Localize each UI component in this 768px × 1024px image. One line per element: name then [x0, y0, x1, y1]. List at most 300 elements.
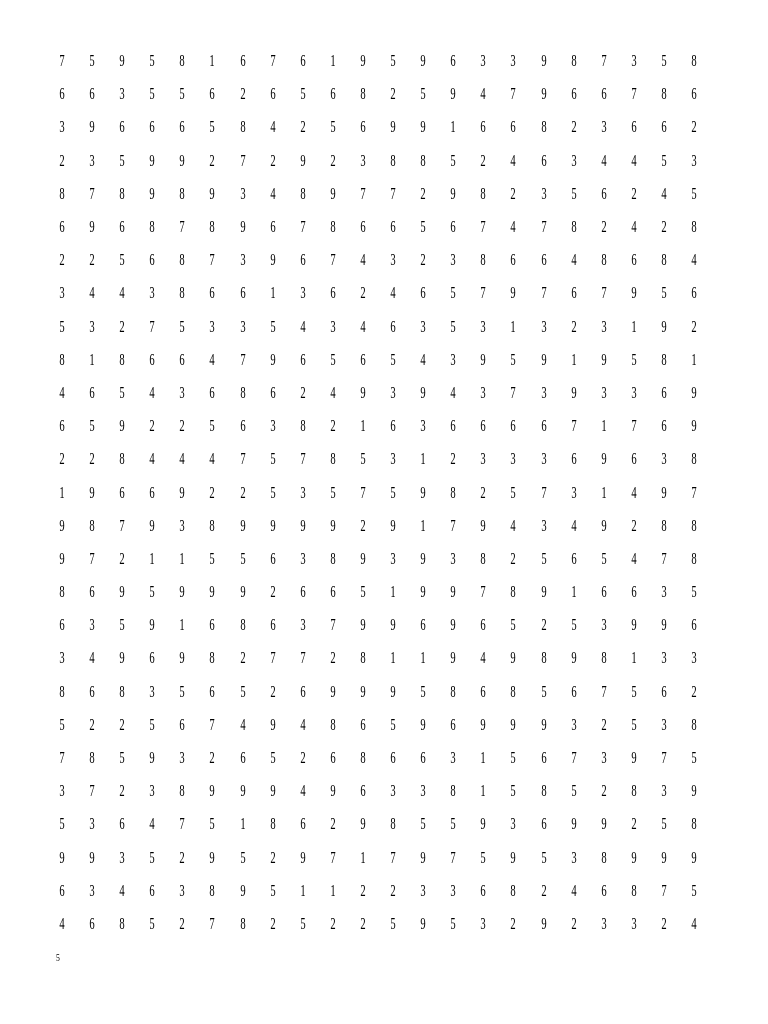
grid-cell: 6 [59, 84, 65, 104]
grid-cell: 9 [270, 714, 276, 734]
grid-cell: 9 [601, 449, 607, 469]
grid-cell: 6 [540, 814, 547, 834]
grid-cell: 9 [420, 117, 426, 137]
grid-cell: 6 [89, 382, 95, 402]
grid-cell: 3 [420, 880, 426, 900]
grid-cell: 8 [89, 748, 95, 768]
grid-cell: 6 [300, 349, 306, 369]
grid-cell: 9 [149, 150, 155, 170]
grid-cell: 5 [119, 250, 125, 270]
grid-cell: 2 [510, 913, 517, 933]
grid-cell: 9 [89, 847, 95, 867]
grid-cell: 3 [59, 117, 65, 137]
grid-cell: 7 [571, 416, 577, 436]
grid-row [47, 210, 707, 243]
grid-cell: 9 [300, 847, 306, 867]
grid-row [47, 475, 707, 508]
grid-cell: 6 [631, 449, 637, 469]
grid-cell: 6 [480, 880, 486, 900]
grid-cell: 9 [510, 714, 517, 734]
grid-cell: 2 [179, 847, 186, 867]
grid-cell: 8 [149, 217, 155, 237]
grid-cell: 5 [480, 847, 486, 867]
grid-cell: 3 [300, 482, 306, 502]
grid-cell: 3 [601, 913, 607, 933]
grid-cell: 6 [450, 714, 456, 734]
grid-cell: 3 [300, 283, 306, 303]
grid-cell: 5 [540, 847, 547, 867]
grid-cell: 8 [270, 814, 276, 834]
grid-cell: 6 [571, 449, 577, 469]
grid-cell: 6 [149, 482, 155, 502]
grid-cell: 6 [179, 349, 186, 369]
grid-cell: 5 [119, 150, 125, 170]
grid-cell: 3 [149, 283, 155, 303]
grid-cell: 8 [510, 681, 517, 701]
grid-cell: 1 [330, 51, 336, 71]
grid-cell: 7 [601, 51, 607, 71]
grid-cell: 5 [691, 183, 697, 203]
grid-cell: 5 [119, 382, 125, 402]
grid-cell: 9 [209, 847, 216, 867]
grid-cell: 1 [571, 349, 577, 369]
grid-cell: 8 [59, 582, 65, 602]
grid-cell: 9 [661, 847, 667, 867]
grid-cell: 6 [450, 416, 456, 436]
grid-cell: 6 [209, 615, 216, 635]
grid-cell: 3 [480, 382, 486, 402]
grid-cell: 5 [631, 349, 637, 369]
grid-row [47, 774, 707, 807]
grid-cell: 9 [300, 515, 306, 535]
grid-cell: 8 [691, 814, 697, 834]
grid-cell: 5 [149, 84, 155, 104]
grid-cell: 4 [510, 515, 517, 535]
grid-cell: 6 [450, 51, 456, 71]
grid-cell: 2 [691, 681, 697, 701]
grid-cell: 8 [510, 582, 517, 602]
grid-cell: 7 [239, 349, 246, 369]
grid-cell: 3 [390, 781, 396, 801]
grid-cell: 3 [149, 781, 155, 801]
grid-cell: 8 [691, 515, 697, 535]
grid-cell: 5 [360, 582, 366, 602]
grid-cell: 2 [601, 217, 607, 237]
grid-cell: 7 [209, 913, 216, 933]
grid-cell: 3 [510, 814, 517, 834]
grid-cell: 7 [89, 183, 95, 203]
grid-cell: 8 [59, 349, 65, 369]
grid-cell: 6 [420, 615, 426, 635]
grid-cell: 4 [89, 283, 95, 303]
grid-cell: 9 [390, 515, 396, 535]
grid-cell: 5 [450, 150, 456, 170]
grid-cell: 6 [59, 880, 65, 900]
grid-cell: 6 [119, 117, 125, 137]
grid-cell: 9 [420, 582, 426, 602]
grid-cell: 6 [209, 681, 216, 701]
grid-cell: 9 [420, 51, 426, 71]
grid-cell: 9 [360, 382, 366, 402]
grid-cell: 1 [239, 814, 246, 834]
grid-cell: 6 [89, 582, 95, 602]
grid-cell: 3 [450, 880, 456, 900]
grid-row [47, 741, 707, 774]
grid-cell: 5 [270, 449, 276, 469]
grid-cell: 6 [420, 748, 426, 768]
grid-cell: 3 [300, 548, 306, 568]
grid-cell: 3 [450, 250, 456, 270]
grid-cell: 8 [330, 548, 336, 568]
grid-cell: 6 [179, 117, 186, 137]
grid-cell: 8 [601, 250, 607, 270]
grid-cell: 6 [540, 416, 547, 436]
grid-cell: 3 [59, 648, 65, 668]
grid-cell: 9 [89, 117, 95, 137]
grid-cell: 3 [571, 150, 577, 170]
grid-cell: 3 [661, 781, 667, 801]
grid-cell: 2 [571, 117, 577, 137]
grid-cell: 1 [420, 648, 426, 668]
grid-row [47, 442, 707, 475]
grid-cell: 3 [270, 416, 276, 436]
grid-cell: 5 [631, 714, 637, 734]
grid-cell: 7 [209, 250, 216, 270]
grid-row [47, 675, 707, 708]
grid-cell: 6 [540, 250, 547, 270]
grid-cell: 9 [450, 582, 456, 602]
grid-cell: 8 [239, 913, 246, 933]
grid-cell: 9 [209, 582, 216, 602]
grid-cell: 2 [209, 482, 216, 502]
grid-row [47, 608, 707, 641]
grid-cell: 1 [691, 349, 697, 369]
grid-cell: 6 [59, 217, 65, 237]
grid-cell: 3 [540, 316, 547, 336]
grid-cell: 5 [270, 880, 276, 900]
grid-cell: 4 [480, 84, 486, 104]
grid-cell: 8 [480, 548, 486, 568]
grid-cell: 8 [691, 449, 697, 469]
grid-cell: 3 [179, 748, 186, 768]
grid-cell: 6 [300, 250, 306, 270]
grid-cell: 8 [209, 648, 216, 668]
grid-cell: 5 [450, 316, 456, 336]
grid-cell: 7 [540, 482, 547, 502]
grid-cell: 9 [540, 84, 547, 104]
grid-cell: 5 [360, 449, 366, 469]
grid-cell: 2 [420, 250, 426, 270]
grid-cell: 7 [390, 847, 396, 867]
grid-cell: 4 [390, 283, 396, 303]
grid-cell: 5 [450, 283, 456, 303]
grid-cell: 2 [510, 183, 517, 203]
grid-cell: 2 [390, 84, 396, 104]
grid-cell: 1 [571, 582, 577, 602]
grid-cell: 6 [179, 714, 186, 734]
grid-cell: 9 [661, 615, 667, 635]
grid-cell: 5 [119, 615, 125, 635]
grid-cell: 9 [179, 582, 186, 602]
grid-cell: 2 [330, 150, 336, 170]
grid-cell: 9 [450, 183, 456, 203]
grid-cell: 2 [390, 880, 396, 900]
grid-cell: 9 [420, 382, 426, 402]
grid-cell: 5 [209, 814, 216, 834]
grid-cell: 6 [691, 615, 697, 635]
grid-cell: 1 [330, 880, 336, 900]
grid-cell: 8 [119, 349, 125, 369]
grid-cell: 1 [480, 748, 486, 768]
grid-row [47, 177, 707, 210]
grid-cell: 9 [89, 482, 95, 502]
grid-cell: 9 [119, 51, 125, 71]
grid-cell: 6 [270, 615, 276, 635]
grid-cell: 6 [300, 51, 306, 71]
grid-cell: 3 [631, 382, 637, 402]
grid-cell: 9 [661, 482, 667, 502]
grid-cell: 6 [300, 582, 306, 602]
grid-cell: 4 [89, 648, 95, 668]
grid-cell: 3 [179, 382, 186, 402]
grid-cell: 5 [661, 283, 667, 303]
grid-cell: 4 [209, 349, 216, 369]
grid-cell: 1 [89, 349, 95, 369]
grid-cell: 5 [149, 51, 155, 71]
grid-cell: 8 [571, 217, 577, 237]
grid-cell: 6 [300, 814, 306, 834]
grid-cell: 6 [601, 84, 607, 104]
grid-cell: 3 [480, 51, 486, 71]
grid-cell: 9 [420, 847, 426, 867]
grid-cell: 2 [59, 150, 65, 170]
grid-cell: 6 [239, 416, 246, 436]
grid-cell: 8 [450, 681, 456, 701]
grid-cell: 6 [149, 349, 155, 369]
grid-cell: 3 [480, 449, 486, 469]
grid-cell: 3 [119, 847, 125, 867]
grid-cell: 5 [330, 117, 336, 137]
grid-cell: 9 [540, 582, 547, 602]
grid-row [47, 110, 707, 143]
grid-cell: 8 [360, 748, 366, 768]
grid-cell: 9 [390, 615, 396, 635]
grid-cell: 6 [571, 548, 577, 568]
grid-cell: 1 [390, 648, 396, 668]
grid-cell: 7 [480, 283, 486, 303]
grid-cell: 8 [390, 814, 396, 834]
grid-cell: 5 [209, 416, 216, 436]
grid-cell: 5 [390, 913, 396, 933]
grid-cell: 3 [209, 316, 216, 336]
grid-cell: 3 [89, 880, 95, 900]
grid-cell: 9 [540, 349, 547, 369]
grid-cell: 2 [571, 316, 577, 336]
grid-cell: 8 [209, 217, 216, 237]
grid-cell: 6 [691, 283, 697, 303]
grid-cell: 8 [179, 283, 186, 303]
grid-cell: 6 [270, 382, 276, 402]
grid-cell: 2 [59, 250, 65, 270]
grid-cell: 9 [420, 714, 426, 734]
grid-cell: 8 [480, 250, 486, 270]
grid-cell: 5 [390, 349, 396, 369]
grid-cell: 9 [59, 847, 65, 867]
grid-cell: 8 [360, 648, 366, 668]
grid-cell: 6 [239, 748, 246, 768]
grid-cell: 6 [540, 150, 547, 170]
grid-cell: 6 [149, 648, 155, 668]
grid-cell: 8 [510, 880, 517, 900]
grid-cell: 9 [270, 781, 276, 801]
grid-cell: 9 [360, 814, 366, 834]
grid-cell: 5 [59, 814, 65, 834]
grid-cell: 9 [119, 416, 125, 436]
grid-cell: 7 [270, 51, 276, 71]
grid-cell: 1 [631, 648, 637, 668]
grid-cell: 2 [239, 84, 246, 104]
grid-cell: 6 [571, 84, 577, 104]
grid-cell: 8 [691, 51, 697, 71]
grid-cell: 4 [510, 150, 517, 170]
grid-cell: 5 [571, 781, 577, 801]
grid-cell: 1 [480, 781, 486, 801]
grid-row [47, 44, 707, 77]
grid-row [47, 907, 707, 940]
grid-cell: 4 [209, 449, 216, 469]
grid-cell: 4 [571, 515, 577, 535]
grid-cell: 5 [119, 748, 125, 768]
grid-cell: 8 [300, 183, 306, 203]
grid-cell: 3 [661, 582, 667, 602]
grid-cell: 9 [601, 515, 607, 535]
grid-cell: 4 [631, 548, 637, 568]
grid-cell: 7 [330, 847, 336, 867]
digit-grid [47, 44, 707, 940]
grid-cell: 7 [691, 482, 697, 502]
grid-cell: 8 [59, 183, 65, 203]
grid-cell: 6 [89, 913, 95, 933]
grid-cell: 4 [510, 217, 517, 237]
grid-cell: 4 [571, 880, 577, 900]
grid-cell: 9 [420, 913, 426, 933]
grid-cell: 3 [480, 316, 486, 336]
grid-cell: 8 [330, 217, 336, 237]
grid-cell: 4 [360, 250, 366, 270]
grid-cell: 1 [270, 283, 276, 303]
grid-cell: 2 [360, 913, 366, 933]
grid-cell: 3 [540, 183, 547, 203]
grid-cell: 2 [89, 714, 95, 734]
grid-cell: 6 [390, 316, 396, 336]
grid-cell: 6 [540, 748, 547, 768]
grid-cell: 8 [119, 913, 125, 933]
grid-cell: 3 [601, 117, 607, 137]
grid-cell: 3 [179, 515, 186, 535]
grid-cell: 6 [390, 416, 396, 436]
grid-cell: 2 [450, 449, 456, 469]
grid-cell: 8 [540, 117, 547, 137]
grid-cell: 6 [330, 748, 336, 768]
grid-cell: 3 [601, 382, 607, 402]
grid-cell: 9 [420, 482, 426, 502]
grid-cell: 5 [420, 681, 426, 701]
grid-cell: 9 [270, 349, 276, 369]
grid-cell: 7 [360, 482, 366, 502]
grid-cell: 5 [571, 183, 577, 203]
grid-cell: 4 [300, 316, 306, 336]
grid-cell: 2 [360, 283, 366, 303]
grid-cell: 2 [270, 913, 276, 933]
grid-cell: 7 [59, 51, 65, 71]
grid-cell: 9 [149, 183, 155, 203]
grid-cell: 2 [601, 714, 607, 734]
grid-cell: 6 [149, 880, 155, 900]
grid-row [47, 243, 707, 276]
grid-cell: 5 [390, 482, 396, 502]
grid-cell: 5 [691, 748, 697, 768]
grid-cell: 9 [360, 615, 366, 635]
grid-cell: 2 [239, 482, 246, 502]
grid-cell: 9 [149, 748, 155, 768]
grid-cell: 2 [179, 416, 186, 436]
grid-cell: 2 [300, 748, 306, 768]
grid-cell: 9 [119, 648, 125, 668]
grid-cell: 9 [300, 150, 306, 170]
grid-cell: 6 [631, 250, 637, 270]
grid-cell: 2 [360, 880, 366, 900]
grid-cell: 5 [239, 847, 246, 867]
grid-cell: 5 [270, 316, 276, 336]
grid-cell: 9 [691, 382, 697, 402]
grid-cell: 9 [420, 548, 426, 568]
grid-cell: 2 [300, 382, 306, 402]
grid-cell: 2 [300, 117, 306, 137]
grid-cell: 5 [450, 814, 456, 834]
grid-cell: 4 [239, 714, 246, 734]
grid-cell: 8 [691, 714, 697, 734]
grid-cell: 7 [300, 217, 306, 237]
grid-cell: 9 [571, 814, 577, 834]
page-number: 5 [56, 952, 60, 964]
grid-cell: 6 [209, 382, 216, 402]
grid-cell: 8 [239, 615, 246, 635]
grid-cell: 9 [510, 648, 517, 668]
grid-cell: 7 [480, 217, 486, 237]
grid-cell: 8 [540, 648, 547, 668]
grid-cell: 5 [179, 316, 186, 336]
grid-cell: 9 [390, 681, 396, 701]
grid-cell: 7 [661, 748, 667, 768]
grid-cell: 6 [631, 582, 637, 602]
grid-cell: 6 [601, 582, 607, 602]
grid-cell: 5 [330, 482, 336, 502]
grid-cell: 3 [631, 51, 637, 71]
grid-cell: 8 [330, 449, 336, 469]
grid-cell: 1 [510, 316, 517, 336]
grid-cell: 5 [239, 681, 246, 701]
grid-cell: 2 [119, 781, 125, 801]
grid-cell: 3 [360, 150, 366, 170]
grid-cell: 3 [661, 449, 667, 469]
grid-cell: 8 [390, 150, 396, 170]
grid-cell: 7 [510, 382, 517, 402]
grid-cell: 9 [691, 416, 697, 436]
grid-cell: 9 [571, 382, 577, 402]
grid-cell: 5 [510, 781, 517, 801]
grid-cell: 6 [270, 84, 276, 104]
grid-cell: 6 [209, 283, 216, 303]
